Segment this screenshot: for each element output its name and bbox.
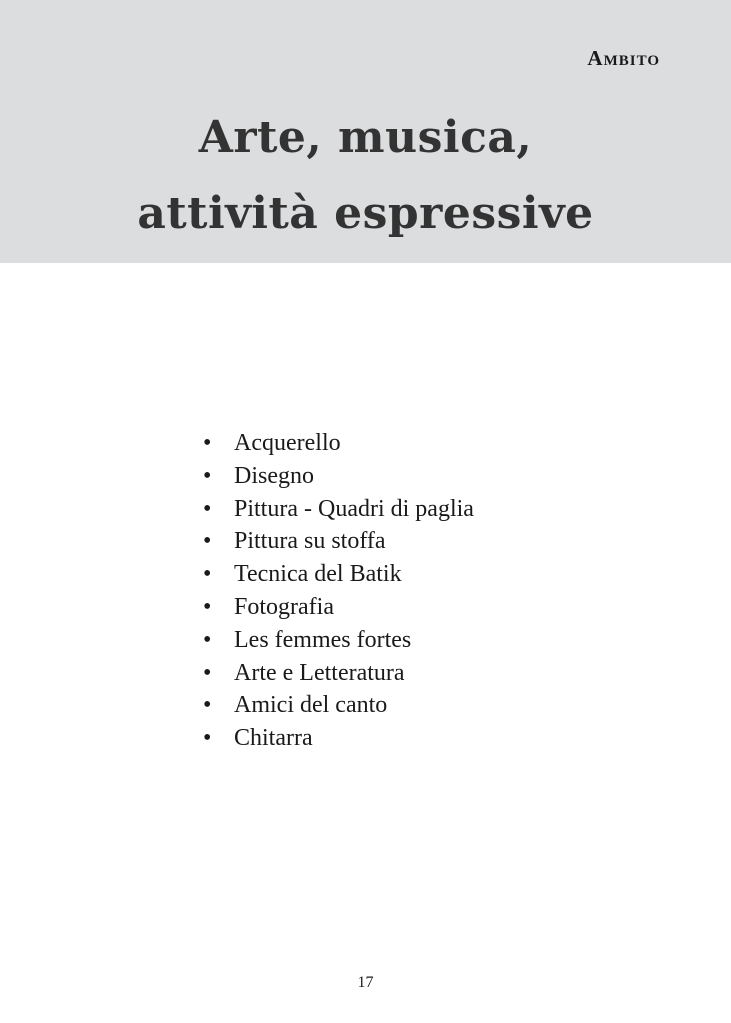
bullet-icon: • (203, 659, 212, 686)
activity-list (203, 427, 474, 755)
list-item (203, 460, 474, 493)
list-item-label: Arte e Letteratura (234, 659, 405, 686)
list-item (203, 525, 474, 558)
bullet-icon: • (203, 430, 212, 456)
list-item (203, 558, 474, 591)
list-item-label: Chitarra (234, 725, 313, 752)
list-item-label: Pittura - Quadri di paglia (234, 495, 474, 522)
section-label: Ambito (587, 46, 660, 70)
list-item (203, 657, 474, 690)
page-title-line-2: attività espressive (137, 188, 594, 239)
bullet-icon: • (203, 692, 212, 719)
page-title (0, 100, 731, 252)
list-item-label: Disegno (234, 462, 314, 489)
bullet-icon: • (203, 593, 212, 620)
list-item-label: Fotografia (234, 593, 334, 620)
list-item (203, 624, 474, 657)
list-item (203, 722, 474, 755)
list-item-label: Pittura su stoffa (234, 528, 386, 555)
bullet-icon: • (203, 462, 212, 489)
bullet-icon: • (203, 495, 212, 522)
page-number: 17 (357, 974, 374, 991)
header-band (0, 0, 731, 263)
page-title-line-1: Arte, musica, (198, 112, 533, 163)
list-item-label: Acquerello (234, 430, 341, 456)
list-item-label: Amici del canto (234, 692, 388, 719)
bullet-icon: • (203, 725, 212, 752)
bullet-icon: • (203, 626, 212, 653)
list-item (203, 689, 474, 722)
list-item (203, 427, 474, 460)
list-item (203, 591, 474, 624)
bullet-icon: • (203, 528, 212, 555)
bullet-icon: • (203, 561, 212, 588)
list-item (203, 493, 474, 526)
list-item-label: Tecnica del Batik (234, 561, 402, 588)
list-item-label: Les femmes fortes (234, 626, 412, 653)
